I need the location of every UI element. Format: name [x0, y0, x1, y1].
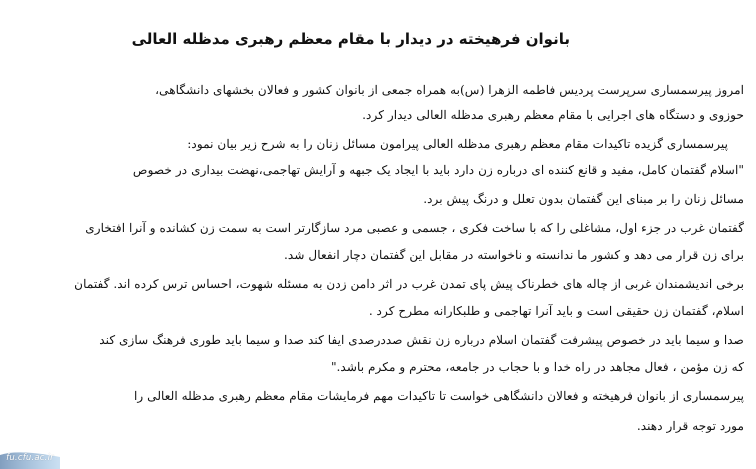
body-line-1: امروز پیرسمساری سرپرست پردیس فاطمه الزهرا (س)به همراه جمعی از بانوان کشور و فعالان بخشهای دانشگاهی، — [155, 83, 744, 97]
body-line-7: برای زن قرار می دهد و کشور ما ندانسته و ناخواسته در مقابل این گفتمان دچار انفعال شد. — [284, 248, 744, 262]
body-line-11: که زن مؤمن ، فعال مجاهد در راه خدا و با حجاب در جامعه، محترم و مکرم باشد." — [330, 360, 744, 374]
watermark-text: fu.cfu.ac.ir — [6, 453, 54, 463]
site-watermark — [0, 447, 60, 469]
body-line-4: "اسلام گفتمان کامل، مفید و قانع کننده ای درباره زن دارد باید با ایجاد یک جبهه و آرایش تهاجمی،نهضت بیداری در خصوص — [132, 163, 744, 177]
body-line-13: مورد توجه قرار دهند. — [636, 419, 744, 433]
body-line-5: مسائل زنان را بر مبنای این گفتمان بدون تعلل و درنگ پیش برد. — [423, 192, 744, 206]
body-line-8: برخی اندیشمندان غربی از چاله های خطرناک پیش پای تمدن غرب در اثر دامن زدن به مسئله شهوت، احساس ترس کرده اند. گفتمان — [74, 277, 744, 291]
body-line-6: گفتمان غرب در جزء اول، مشاغلی را که با ساخت فکری ، جسمی و عصبی مرد سازگارتر است به سمت زن کشانده و آنرا افتخاری — [85, 221, 744, 235]
document-title: بانوان فرهیخته در دیدار با مقام معظم رهبری مدظله العالی — [131, 30, 570, 48]
body-line-3: پیرسمساری گزیده تاکیدات مقام معظم رهبری مدظله العالی پیرامون مسائل زنان را به شرح زیر بیان نمود: — [187, 137, 728, 151]
body-line-12: پیرسمساری از بانوان فرهیخته و فعالان دانشگاهی خواست تا تاکیدات مهم فرمایشات مقام معظم رهبری مدظله العالی را — [134, 389, 744, 403]
body-line-2: حوزوی و دستگاه های اجرایی با مقام معظم رهبری مدظله العالی دیدار کرد. — [362, 108, 744, 122]
body-line-10: صدا و سیما باید در خصوص پیشرفت گفتمان اسلام درباره زن نقش صددرصدی ایفا کند صدا و سیما باید طوری فرهنگ سازی کند — [99, 333, 744, 347]
body-line-9: اسلام، گفتمان زن حقیقی است و باید آنرا تهاجمی و طلبکارانه مطرح کرد . — [368, 304, 744, 318]
